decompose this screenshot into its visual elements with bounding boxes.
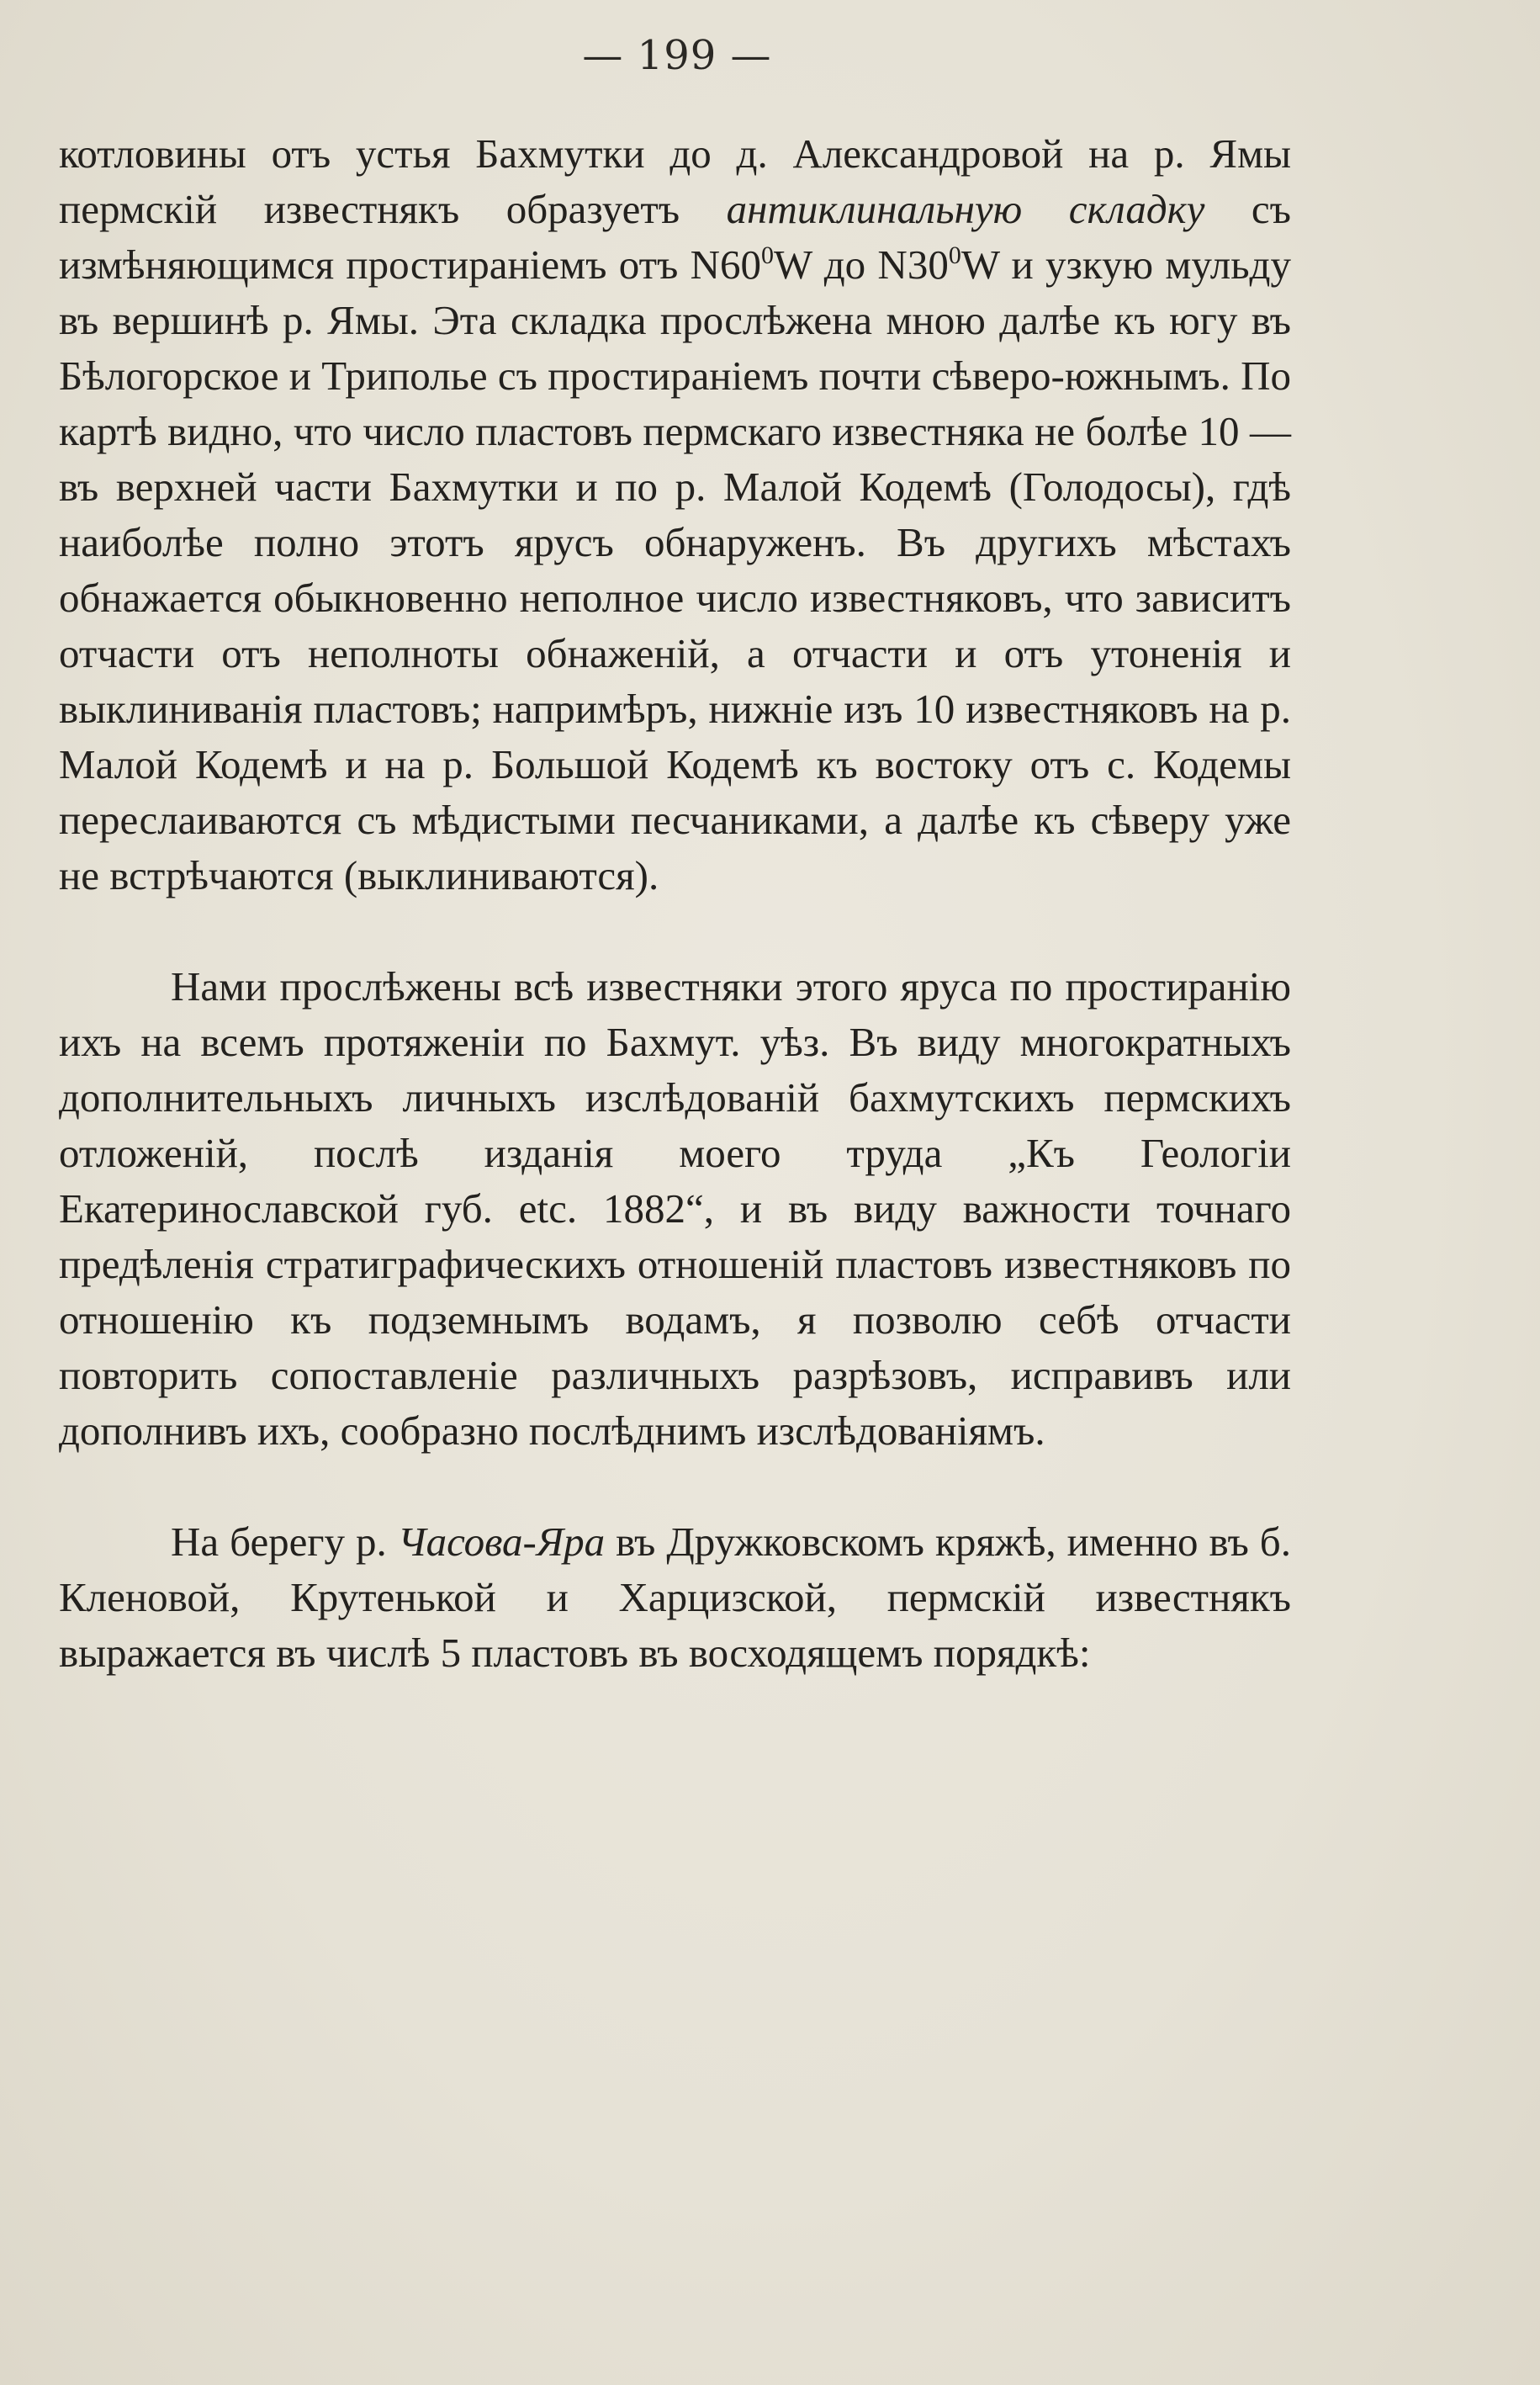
italic-place-name: Часова-Яра [397,1518,606,1565]
page-number: — 199 — [582,32,772,79]
degree-mark: 0 [761,241,775,269]
paragraph-1: котловины отъ устья Бахмутки до д. Александровой на р. Ямы пермскій известнякъ образуетъ антиклинальную складку съ измѣняющимся простираніемъ отъ $N60^0W$ до $N30^0W$ и узкую мульду въ вершинѣ р. Ямы. Эта складка прослѣжена мною далѣе къ югу въ Бѣлогорское и Триполье съ простираніемъ почти сѣверо-южнымъ. По картѣ видно, что число пластовъ пермскаго известняка не болѣе 10 — въ верхней части Бахмутки и по р. Малой Кодемѣ (Голодосы), гдѣ наиболѣе полно этотъ ярусъ обнаруженъ. Въ другихъ мѣстахъ обнажается обыкновенно неполное число известняковъ, что зависитъ отчасти отъ неполноты обнаженій, а отчасти и отъ утоненія и выклиниванія пластовъ; напримѣръ, нижніе изъ 10 известняковъ на р. Малой Кодемѣ и на р. Большой Кодемѣ къ востоку отъ с. Кодемы переслаиваются съ мѣдистыми песчаниками, а далѣе къ сѣверу уже не встрѣчаются (выклиниваются). [59,130,1291,898]
italic-term-anticline: антиклинальную складку [726,186,1205,232]
body-text [59,126,1291,1681]
degree-mark: 0 [948,241,961,269]
paragraph-3: На берегу р. Часова-Яра въ Дружковскомъ кряжѣ, именно въ б. Кленовой, Крутенькой и Харцизской, пермскій известнякъ выражается въ числѣ 5 пластовъ въ восходящемъ порядкѣ: [59,1518,1291,1676]
paragraph-2: Нами прослѣжены всѣ известняки этого яруса по простиранію ихъ на всемъ протяженіи по Бахмут. уѣз. Въ виду многократныхъ дополнительныхъ личныхъ изслѣдованій бахмутскихъ пермскихъ отложеній, послѣ изданія моего труда „Къ Геологіи Екатеринославской губ. etc. 1882“, и въ виду важности точнаго предѣленія стратиграфическихъ отношеній пластовъ известняковъ по отношенію къ подземнымъ водамъ, я позволю себѣ отчасти повторить сопоставленіе различныхъ разрѣзовъ, исправивъ или дополнивъ ихъ, сообразно послѣднимъ изслѣдованіямъ. [59,963,1291,1454]
